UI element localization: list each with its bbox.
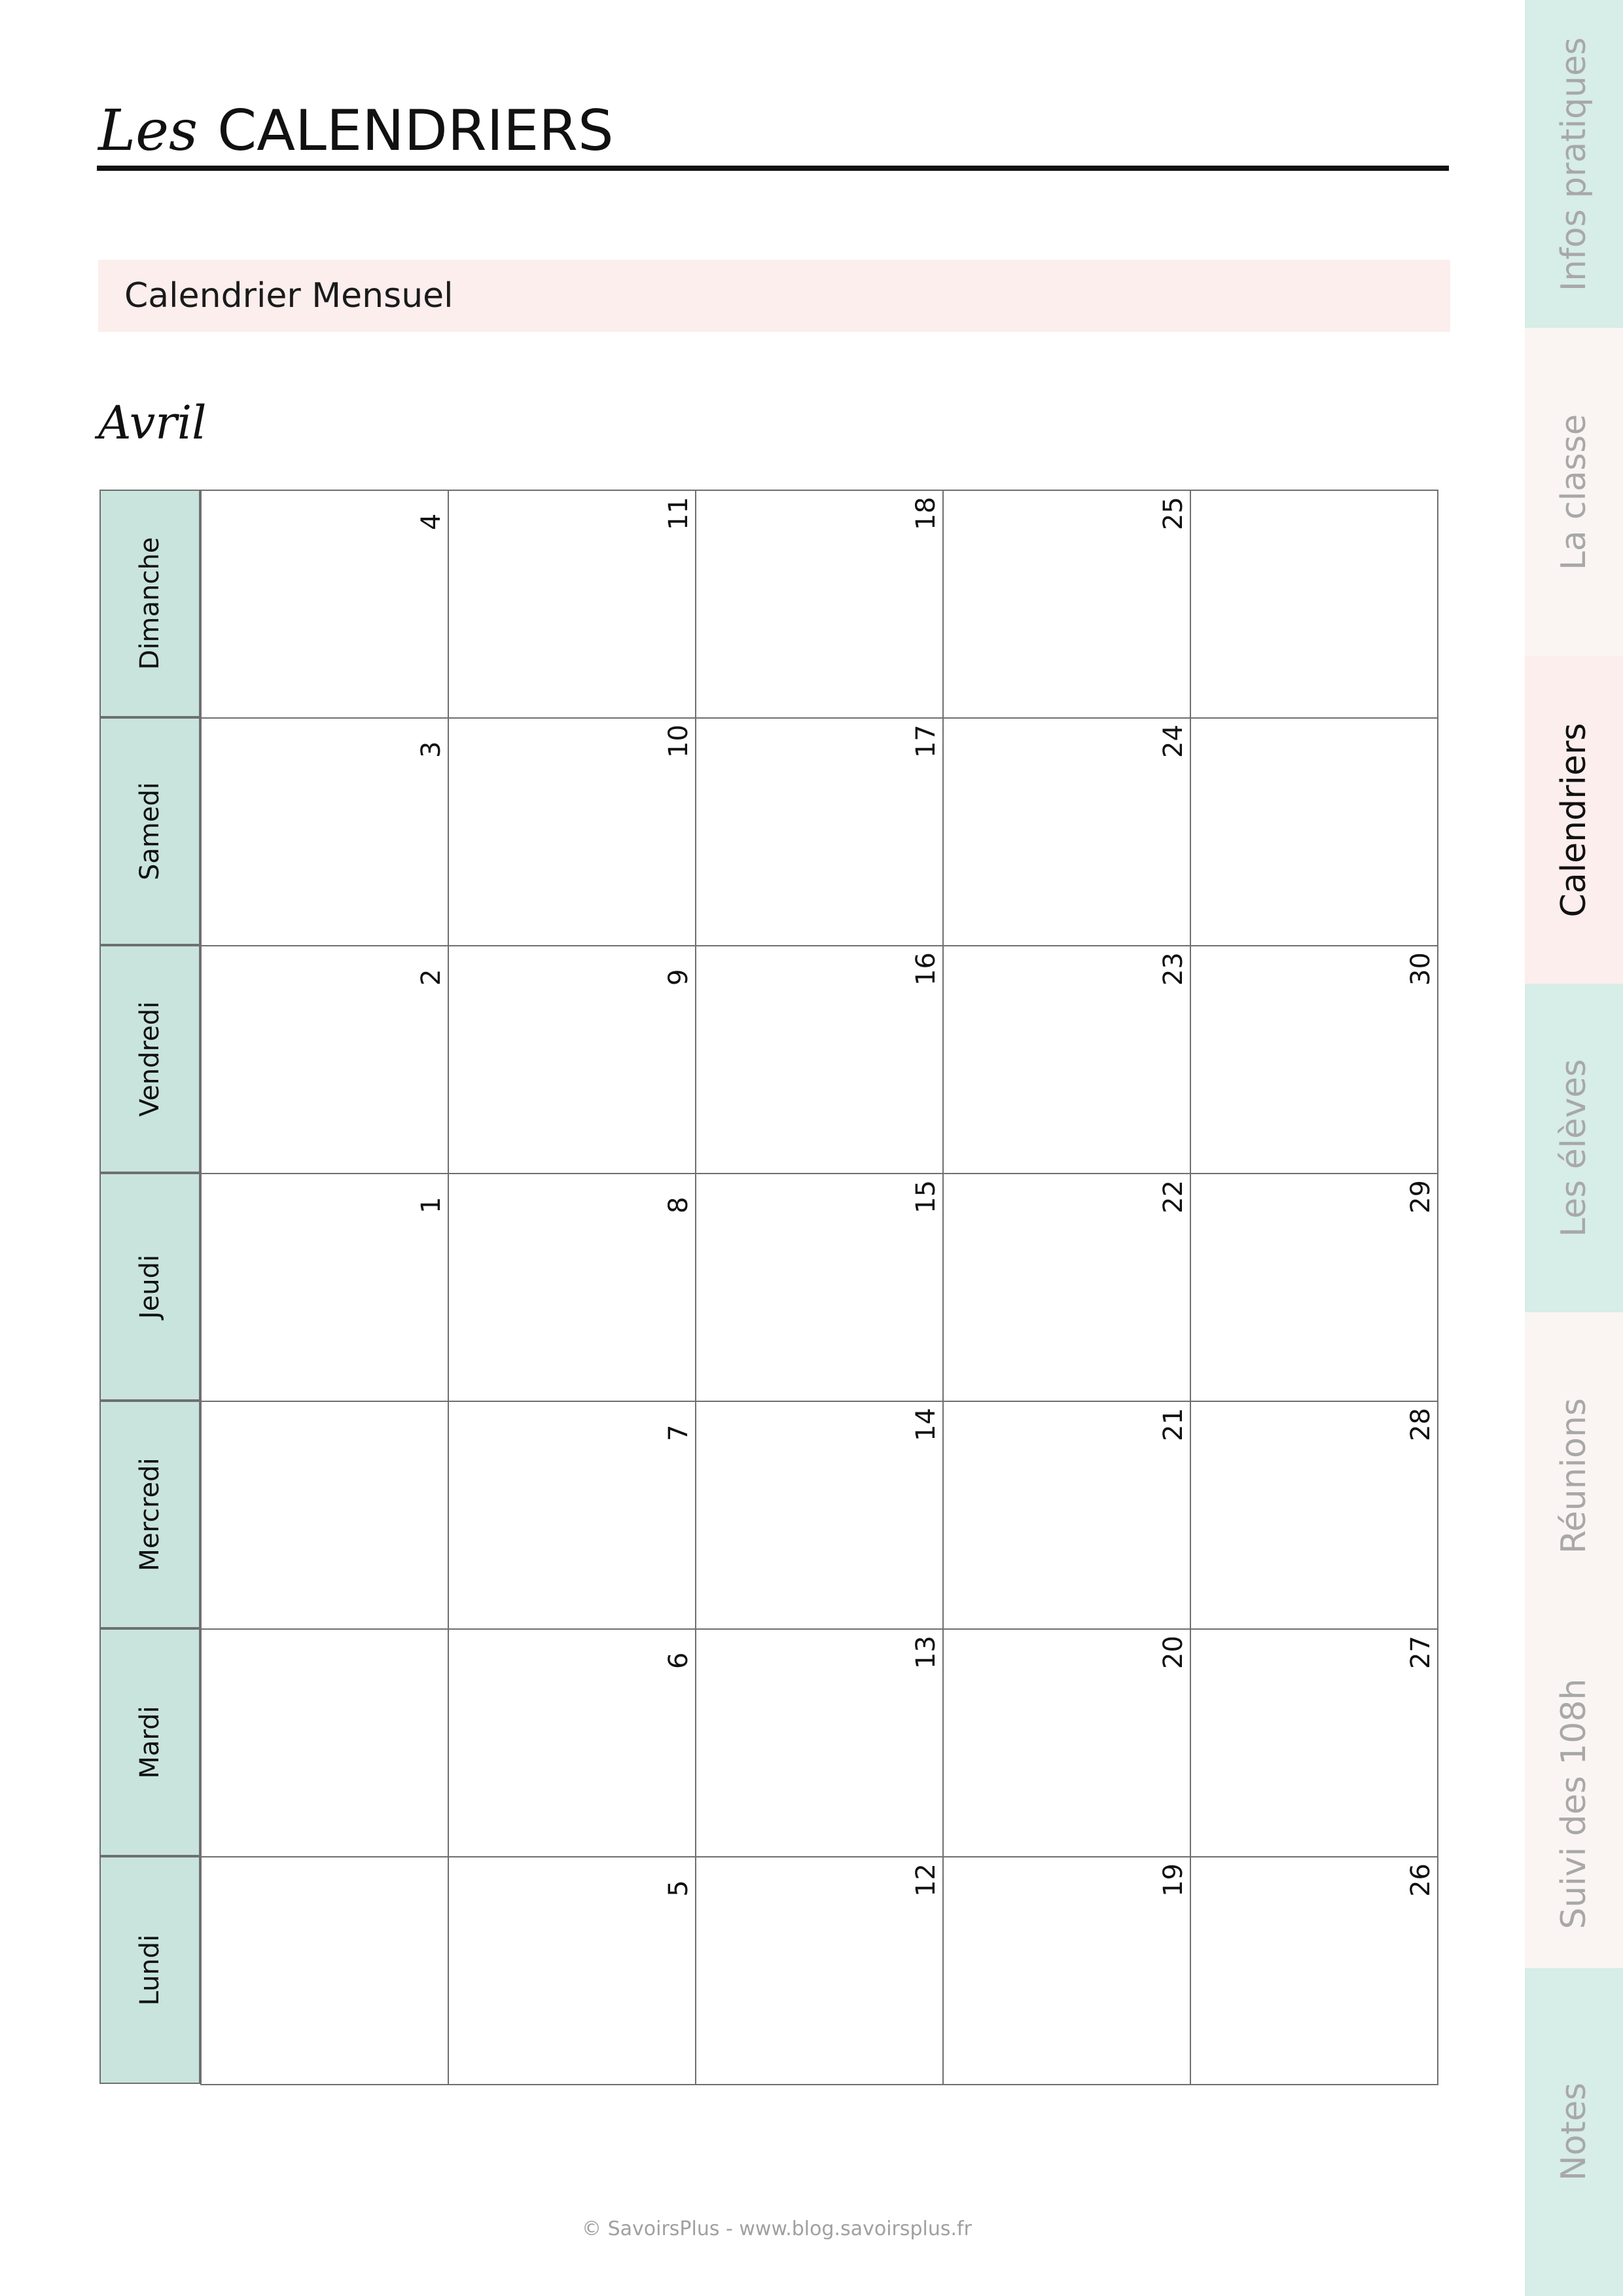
date-cell[interactable] — [448, 945, 696, 1174]
side-tabs — [1525, 0, 1623, 2296]
section-title: Calendrier Mensuel — [124, 276, 454, 315]
tab-3[interactable] — [1525, 656, 1623, 984]
date-number: 22 — [1158, 1180, 1188, 1213]
tab-label: Réunions — [1554, 1398, 1594, 1554]
date-number: 29 — [1406, 1180, 1436, 1213]
date-number: 9 — [664, 969, 694, 986]
date-cell[interactable] — [1190, 945, 1438, 1174]
tab-6[interactable] — [1525, 1640, 1623, 1968]
tab-label: Suivi des 108h — [1554, 1678, 1594, 1929]
date-cell[interactable] — [942, 1173, 1191, 1402]
date-number: 18 — [911, 497, 941, 530]
day-label: Mercredi — [135, 1458, 165, 1571]
day-header-cell — [99, 1173, 200, 1401]
day-label: Lundi — [135, 1934, 165, 2006]
page-title-main: CALENDRIERS — [217, 98, 614, 164]
date-cell[interactable] — [942, 1628, 1191, 1857]
day-header-cell — [99, 717, 200, 945]
page-title-prefix: Les — [98, 98, 198, 164]
date-cell[interactable] — [1190, 1628, 1438, 1857]
tab-label: Les élèves — [1554, 1059, 1594, 1237]
date-cell[interactable] — [1190, 1401, 1438, 1630]
date-cell[interactable] — [695, 1856, 944, 2085]
day-label: Dimanche — [135, 537, 165, 670]
section-header — [98, 260, 1450, 332]
day-header-cell — [99, 490, 200, 717]
day-label: Samedi — [135, 782, 165, 880]
date-number: 28 — [1406, 1408, 1436, 1441]
date-number: 3 — [416, 741, 446, 758]
date-cell[interactable] — [942, 717, 1191, 946]
date-number: 16 — [911, 952, 941, 986]
date-number: 19 — [1158, 1863, 1188, 1897]
date-cell[interactable] — [448, 490, 696, 719]
day-label: Mardi — [135, 1706, 165, 1779]
date-cell[interactable] — [1190, 490, 1438, 719]
date-cell[interactable] — [942, 490, 1191, 719]
date-number: 5 — [664, 1880, 694, 1897]
date-number: 20 — [1158, 1636, 1188, 1669]
date-cell[interactable] — [448, 1401, 696, 1630]
date-number: 30 — [1406, 952, 1436, 986]
date-cell[interactable] — [200, 1173, 449, 1402]
tab-label: Notes — [1554, 2083, 1594, 2181]
month-label: Avril — [98, 396, 207, 450]
tab-label: La classe — [1554, 414, 1594, 570]
date-cell[interactable] — [942, 1401, 1191, 1630]
day-label: Jeudi — [135, 1254, 165, 1319]
title-underline — [97, 166, 1449, 171]
date-number: 2 — [416, 969, 446, 986]
day-label: Vendredi — [135, 1001, 165, 1117]
tab-4[interactable] — [1525, 984, 1623, 1312]
date-cell[interactable] — [448, 717, 696, 946]
calendar-grid — [99, 490, 1438, 2085]
date-number: 11 — [664, 497, 694, 530]
date-number: 10 — [664, 725, 694, 758]
date-cell[interactable] — [1190, 1856, 1438, 2085]
date-number: 26 — [1406, 1863, 1436, 1897]
date-cell[interactable] — [448, 1173, 696, 1402]
tab-1[interactable] — [1525, 0, 1623, 328]
date-number: 17 — [911, 725, 941, 758]
date-cell[interactable] — [695, 945, 944, 1174]
date-number: 14 — [911, 1408, 941, 1441]
date-cell[interactable] — [695, 717, 944, 946]
date-cell[interactable] — [200, 490, 449, 719]
date-cell[interactable] — [1190, 717, 1438, 946]
date-cell[interactable] — [695, 1628, 944, 1857]
date-cell[interactable] — [200, 1856, 449, 2085]
day-header-cell — [99, 945, 200, 1173]
date-cell[interactable] — [695, 1401, 944, 1630]
date-cell[interactable] — [200, 1628, 449, 1857]
tab-7[interactable] — [1525, 1968, 1623, 2296]
date-cell[interactable] — [1190, 1173, 1438, 1402]
date-number: 1 — [416, 1196, 446, 1213]
date-number: 7 — [664, 1424, 694, 1441]
date-number: 21 — [1158, 1408, 1188, 1441]
tab-label: Calendriers — [1554, 723, 1594, 918]
date-cell[interactable] — [942, 945, 1191, 1174]
tab-label: Infos pratiques — [1554, 37, 1594, 291]
date-number: 4 — [416, 513, 446, 530]
date-number: 23 — [1158, 952, 1188, 986]
date-number: 13 — [911, 1636, 941, 1669]
tab-2[interactable] — [1525, 328, 1623, 656]
date-cell[interactable] — [695, 490, 944, 719]
day-header-cell — [99, 1401, 200, 1628]
date-cell[interactable] — [942, 1856, 1191, 2085]
date-number: 27 — [1406, 1636, 1436, 1669]
day-header-cell — [99, 1856, 200, 2084]
footer-copyright: © SavoirsPlus - www.blog.savoirsplus.fr — [582, 2217, 972, 2240]
date-cell[interactable] — [200, 717, 449, 946]
date-cell[interactable] — [448, 1628, 696, 1857]
day-header-cell — [99, 1628, 200, 1856]
date-cell[interactable] — [200, 1401, 449, 1630]
date-number: 6 — [664, 1652, 694, 1669]
date-number: 8 — [664, 1196, 694, 1213]
tab-5[interactable] — [1525, 1312, 1623, 1640]
date-cell[interactable] — [448, 1856, 696, 2085]
date-number: 25 — [1158, 497, 1188, 530]
date-cell[interactable] — [200, 945, 449, 1174]
date-cell[interactable] — [695, 1173, 944, 1402]
page-title — [98, 85, 614, 164]
date-number: 12 — [911, 1863, 941, 1897]
date-number: 15 — [911, 1180, 941, 1213]
date-number: 24 — [1158, 725, 1188, 758]
